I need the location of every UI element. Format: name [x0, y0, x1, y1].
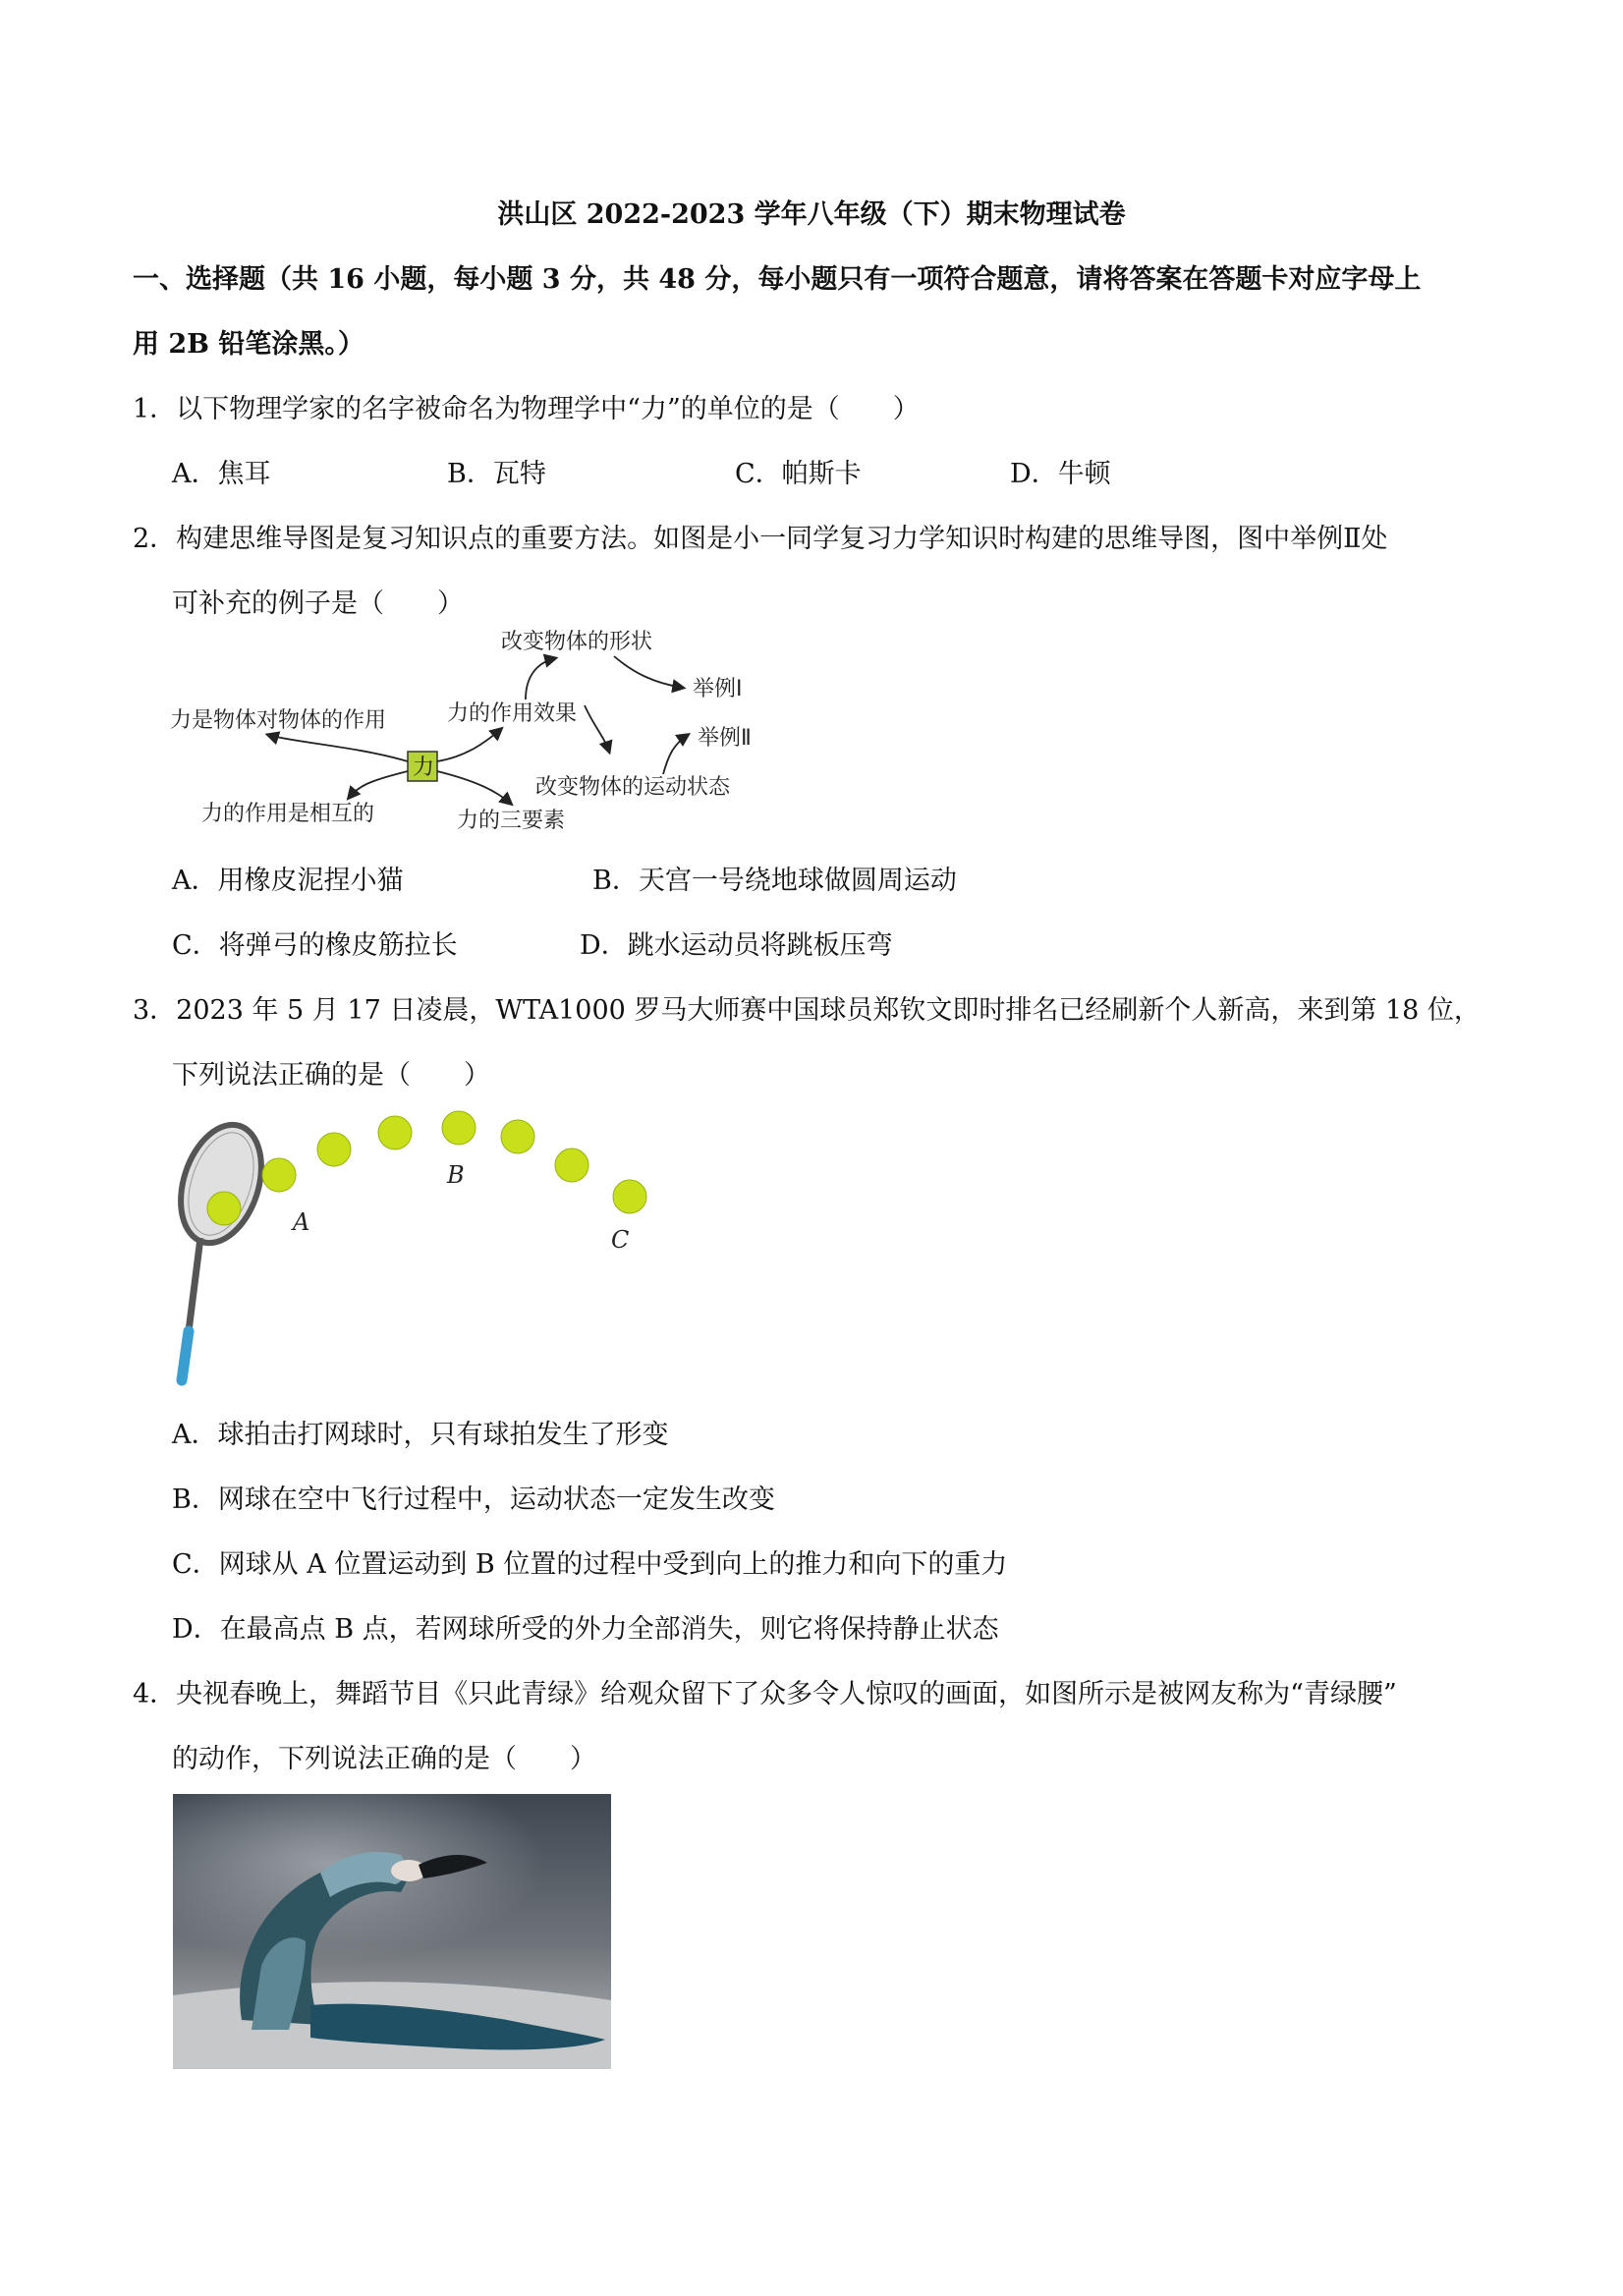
- mind-map-effect: 力的作用效果: [447, 701, 578, 726]
- q2-option-b: B．天宫一号绕地球做圆周运动: [592, 866, 957, 896]
- tennis-figure: [167, 1091, 678, 1395]
- question-4-stem-line1: 4．央视春晚上，舞蹈节目《只此青绿》给观众留下了众多令人惊叹的画面，如图所示是被网友称为“青绿腰”: [133, 1679, 1397, 1709]
- tennis-ball-icon: [501, 1120, 534, 1153]
- label-a: A: [293, 1208, 310, 1236]
- q1-option-b: B．瓦特: [447, 459, 546, 489]
- q3-option-a: A．球拍击打网球时，只有球拍发生了形变: [172, 1420, 669, 1450]
- question-4-stem-line2: 的动作，下列说法正确的是（ ）: [172, 1744, 596, 1774]
- tennis-racket-icon: [167, 1114, 275, 1380]
- tennis-ball-icon: [442, 1111, 476, 1145]
- tennis-ball-icon: [555, 1148, 588, 1182]
- q2-option-d: D．跳水运动员将跳板压弯: [580, 930, 893, 961]
- mind-map-example-1: 举例Ⅰ: [693, 677, 743, 701]
- mind-map-change-shape: 改变物体的形状: [501, 630, 653, 654]
- tennis-ball-icon: [613, 1180, 646, 1213]
- q1-option-d: D．牛顿: [1010, 459, 1111, 489]
- section-heading-line1: 一、选择题（共 16 小题，每小题 3 分，共 48 分，每小题只有一项符合题意，请将答案在答题卡对应字母上: [133, 264, 1422, 295]
- question-1-stem: 1．以下物理学家的名字被命名为物理学中“力”的单位的是（ ）: [133, 394, 920, 424]
- label-c: C: [611, 1226, 630, 1254]
- tennis-ball-icon: [262, 1158, 296, 1192]
- question-3-stem-line1: 3．2023 年 5 月 17 日凌晨，WTA1000 罗马大师赛中国球员郑钦文即时排名已经刷新个人新高，来到第 18 位，: [133, 995, 1481, 1026]
- q1-option-c: C．帕斯卡: [735, 459, 862, 489]
- mind-map-three-elements: 力的三要素: [457, 809, 566, 833]
- q3-option-d: D．在最高点 B 点，若网球所受的外力全部消失，则它将保持静止状态: [172, 1614, 999, 1645]
- mind-map-left-top: 力是物体对物体的作用: [170, 708, 387, 733]
- mind-map-left-bottom: 力的作用是相互的: [201, 802, 375, 826]
- q3-option-b: B．网球在空中飞行过程中，运动状态一定发生改变: [172, 1484, 775, 1515]
- page-title: 洪山区 2022-2023 学年八年级（下）期末物理试卷: [497, 199, 1126, 230]
- question-3-stem-line2: 下列说法正确的是（ ）: [172, 1060, 490, 1091]
- dance-photo: [173, 1794, 611, 2069]
- tennis-ball-icon: [317, 1133, 351, 1166]
- mind-map-center: 力: [413, 756, 435, 780]
- question-2-stem-line2: 可补充的例子是（ ）: [172, 588, 464, 619]
- q3-option-c: C．网球从 A 位置运动到 B 位置的过程中受到向上的推力和向下的重力: [172, 1549, 1008, 1580]
- tennis-ball-icon: [378, 1116, 412, 1149]
- mind-map-figure: [162, 619, 791, 845]
- mind-map-change-motion: 改变物体的运动状态: [535, 775, 731, 800]
- tennis-ball-icon: [207, 1192, 241, 1225]
- mind-map-example-2: 举例Ⅱ: [698, 726, 752, 751]
- label-b: B: [447, 1161, 465, 1189]
- q2-option-c: C．将弹弓的橡皮筋拉长: [172, 930, 458, 961]
- question-2-stem-line1: 2．构建思维导图是复习知识点的重要方法。如图是小一同学复习力学知识时构建的思维导图，图中举例Ⅱ处: [133, 524, 1388, 554]
- section-heading-line2: 用 2B 铅笔涂黑。）: [133, 329, 364, 360]
- q2-option-a: A．用橡皮泥捏小猫: [172, 866, 404, 896]
- q1-option-a: A．焦耳: [172, 459, 271, 489]
